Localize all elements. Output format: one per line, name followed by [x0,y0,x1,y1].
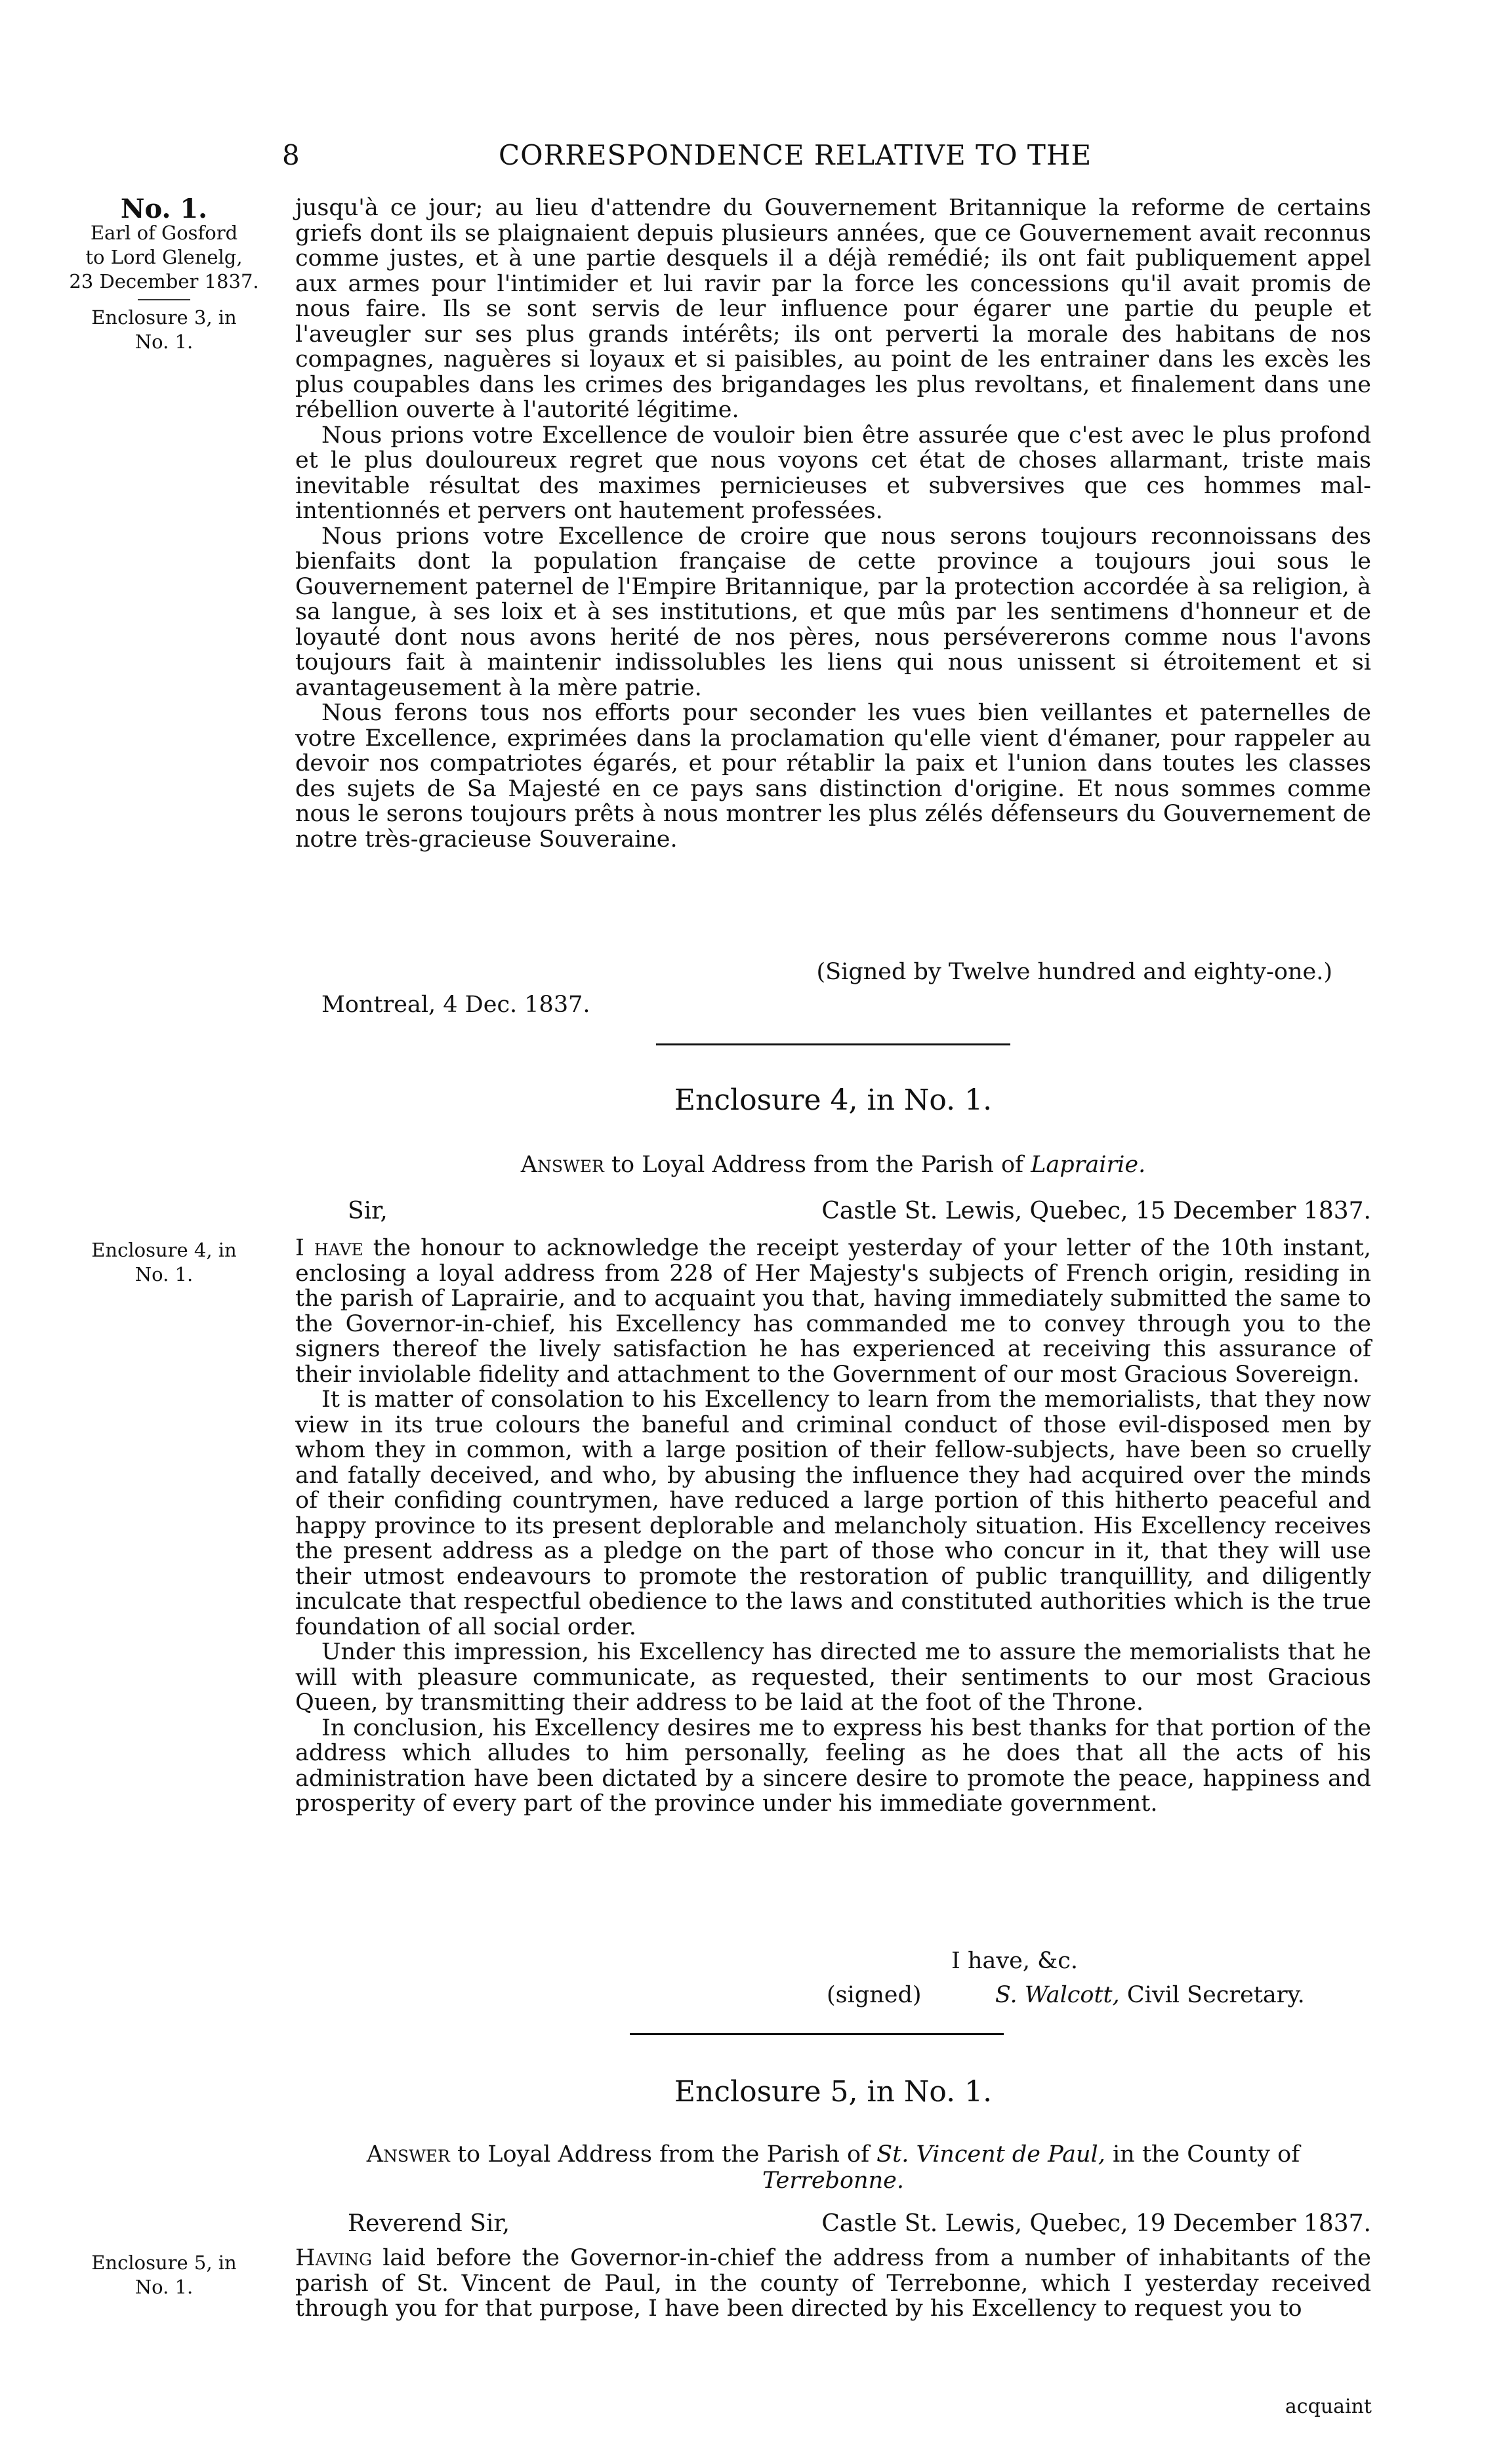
letter-number: No. 1. [120,193,208,224]
margin-note-3 [46,2251,282,2299]
salutation-row [295,1198,1371,1226]
section-divider [656,1043,1010,1045]
running-title: CORRESPONDENCE RELATIVE TO THE [499,139,1092,171]
enclosure-4-body [295,1236,1371,1817]
enclosure-3-body [295,195,1371,852]
salutation: Reverend Sir, [348,2210,510,2237]
enclosure-ref-number: No. 1. [134,1263,194,1285]
answer-word: Answer [366,2141,450,2168]
place-date: Montreal, 4 Dec. 1837. [321,992,590,1018]
margin-note-2 [46,1238,282,1287]
signer-name: S. Walcott, [995,1982,1120,2008]
letter-from: Earl of Gosford [90,222,238,244]
paragraph: In conclusion, his Excellency desires me to express his best thanks for that portion of the address which alludes to him personally, feeling as he does that all the acts of his administration have been dictated by a sincere desire to promote the peace, happiness and prosperity of every part of the province under his immediate government. [295,1714,1371,1817]
enclosure-4-heading: Enclosure 4, in No. 1. [674,1083,993,1117]
signature-note: (Signed by Twelve hundred and eighty-one.) [816,959,1332,985]
letter-place-date: Castle St. Lewis, Quebec, 19 December 1837. [821,2210,1371,2237]
signer-title: Civil Secretary. [1119,1982,1305,2008]
closing: I have, &c. [951,1948,1078,1974]
paragraph: Having laid before the Governor-in-chief the address from a number of inhabitants of the parish of St. Vincent de Paul, in the county of Terrebonne, which I yesterday received through you for that purpose, I have been directed by his Excellency to request you to [295,2245,1371,2322]
opening-words: I have [295,1235,363,1261]
answer-word: Answer [520,1152,604,1178]
parish-name: St. Vincent de Paul, [876,2141,1105,2168]
enclosure-ref: Enclosure 3, in [91,306,237,329]
section-divider [630,2033,1004,2035]
enclosure-ref-number: No. 1. [134,2276,194,2298]
paragraph: Nous prions votre Excellence de croire que nous serons toujours reconnoissans des bienfaits dont la population française de cette province a toujours joui sous le Gouvernement paternel de l'Empire Britannique, par la protection accordée à sa religion, à sa langue, à ses loix et à ses institutions, et que mûs par les sentimens d'honneur et de loyauté dont nous avons herité de nos pères, nous persévererons comme nous l'avons toujours fait à maintenir indissolubles les liens qui nous unissent si étroitement et si avantageusement à la mère patrie. [295,523,1371,701]
enclosure-5-subheading [295,2141,1371,2194]
page-header [282,139,1358,178]
catchword: acquaint [1285,2395,1372,2418]
enclosure-ref: Enclosure 5, in [91,2252,237,2274]
subheading-text: to Loyal Address from the Parish of [449,2141,877,2168]
subheading-text: to Loyal Address from the Parish of [604,1152,1031,1178]
letter-place-date: Castle St. Lewis, Quebec, 15 December 1837. [821,1198,1371,1224]
signed-label: (signed) [827,1982,922,2008]
signature-line [827,1982,1305,2008]
paragraph: Nous ferons tous nos efforts pour seconder les vues bien veillantes et paternelles de votre Excellence, exprimées dans la proclamation qu'elle vient d'émaner, pour rappeler au devoir nos compatriotes égarés, et pour rétablir la paix et l'union dans toutes les classes des sujets de Sa Majesté en ce pays sans distinction d'origine. Et nous sommes comme nous le serons toujours prêts à nous montrer les plus zélés défenseurs du Gouvernement de notre très-gracieuse Souveraine. [295,700,1371,853]
letter-date: 23 December 1837. [69,270,259,293]
enclosure-5-heading: Enclosure 5, in No. 1. [674,2075,993,2109]
county-name: Terrebonne. [762,2168,904,2194]
salutation-row [295,2210,1371,2239]
letter-to: to Lord Glenelg, [85,246,243,268]
enclosure-ref: Enclosure 4, in [91,1239,237,1261]
margin-note-1 [46,193,282,354]
paragraph: Nous prions votre Excellence de vouloir bien être assurée que c'est avec le plus profond et le plus douloureux regret que nous voyons cet état de choses allarmant, triste mais inevitable résultat des maximes pernicieuses et subversives que ces hommes mal-intentionnés et pervers ont hautement professées. [295,422,1371,524]
paragraph: I have the honour to acknowledge the receipt yesterday of your letter of the 10th instant, enclosing a loyal address from 228 of Her Majesty's subjects of French origin, residing in the parish of Laprairie, and to acquaint you that, having immediately submitted the same to the Governor-in-chief, his Excellency has commanded me to convey through you to the signers thereof the lively satisfaction he has experienced at receiving this assurance of their inviolable fidelity and attachment to the Government of our most Gracious Sovereign. [295,1235,1371,1388]
paragraph: jusqu'à ce jour; au lieu d'attendre du Gouvernement Britannique la reforme de certains griefs dont ils se plaignaient depuis plusieurs années, que ce Gouvernement avait reconnus comme justes, et à une partie desquels il a déjà remédié; ils ont fait publiquement appel aux armes pour l'intimider et lui ravir par la force les concessions qu'il avait promis de nous faire. Ils se sont servis de leur influence pour égarer une partie du peuple et l'aveugler sur ses plus grands intérêts; ils ont perverti la morale des habitans de nos compagnes, naguères si loyaux et si paisibles, au point de les entrainer dans les excès les plus coupables dans les crimes des brigandages les plus revoltans, et finalement dans une rébellion ouverte à l'autorité légitime. [295,195,1371,423]
page-number: 8 [282,139,300,171]
opening-words: Having [295,2245,373,2271]
margin-divider [138,299,190,300]
salutation: Sir, [348,1198,388,1224]
enclosure-5-body [295,2246,1371,2322]
paragraph: It is matter of consolation to his Excellency to learn from the memorialists, that they now view in its true colours the baneful and criminal conduct of those evil-disposed men by whom they in common, with a large position of their fellow-subjects, have been so cruelly and fatally deceived, and who, by abusing the influence they had acquired over the minds of their confiding countrymen, have reduced a large portion of this hitherto peaceful and happy province to its present deplorable and melancholy situation. His Excellency receives the present address as a pledge on the part of those who concur in it, that they will use their utmost endeavours to promote the restoration of public tranquillity, and diligently inculcate that respectful obedience to the laws and constituted authorities which is the true foundation of all social order. [295,1386,1371,1640]
enclosure-ref-number: No. 1. [134,331,194,353]
paragraph: Under this impression, his Excellency has directed me to assure the memorialists that he will with pleasure communicate, as requested, their sentiments to our most Gracious Queen, by transmitting their address to be laid at the foot of the Throne. [295,1639,1371,1716]
enclosure-4-subheading [295,1152,1371,1178]
parish-name: Laprairie. [1031,1152,1146,1178]
subheading-text-end: in the County of [1105,2141,1300,2168]
